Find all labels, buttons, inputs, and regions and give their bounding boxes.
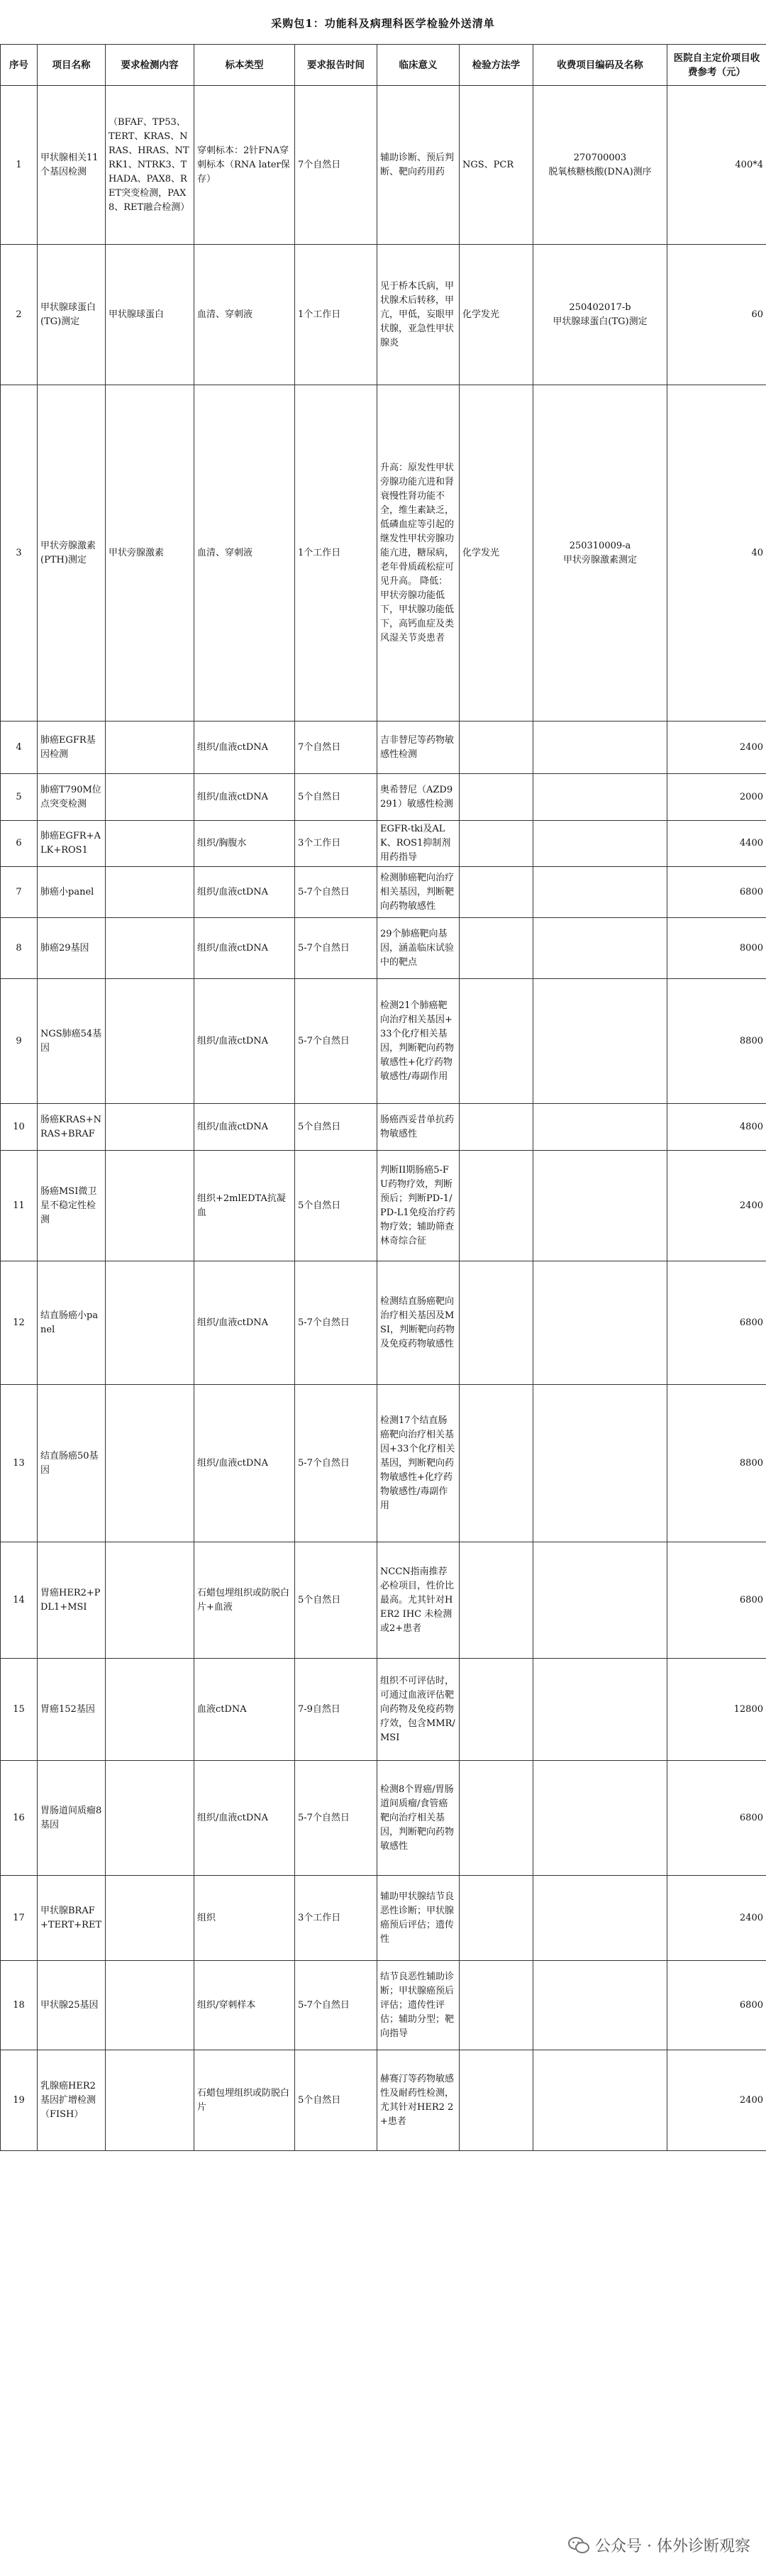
- cell-meaning: 检测17个结直肠癌靶向治疗相关基因+33个化疗相关基因，判断靶向药物敏感性+化疗药物敏感性/毒副作用: [377, 1385, 460, 1542]
- cell-meaning: EGFR-tki及ALK、ROS1抑制剂用药指导: [377, 821, 460, 867]
- cell-name: 胃癌152基因: [38, 1659, 106, 1761]
- cell-specimen: 石蜡包埋组织或防脱白片: [194, 2050, 295, 2151]
- cell-name: NGS肺癌54基因: [38, 979, 106, 1104]
- cell-fee: 40: [667, 385, 766, 722]
- cell-time: 5个自然日: [295, 1542, 377, 1659]
- cell-fee: 6800: [667, 1261, 766, 1385]
- cell-meaning: 辅助甲状腺结节良恶性诊断；甲状腺癌预后评估；遗传性: [377, 1876, 460, 1961]
- cell-content: 甲状旁腺激素: [106, 385, 194, 722]
- table-row: [1, 867, 766, 918]
- cell-meaning: 赫赛汀等药物敏感性及耐药性检测，尤其针对HER2 2+患者: [377, 2050, 460, 2151]
- cell-name: 乳腺癌HER2基因扩增检测（FISH）: [38, 2050, 106, 2151]
- cell-content: [106, 867, 194, 918]
- table-row: [1, 1876, 766, 1961]
- cell-fee: 8000: [667, 918, 766, 979]
- cell-method: [460, 821, 533, 867]
- cell-no: 1: [1, 86, 38, 245]
- page-title: 采购包1：功能科及病理科医学检验外送清单: [271, 17, 495, 30]
- cell-name: 甲状腺25基因: [38, 1961, 106, 2050]
- cell-method: [460, 1151, 533, 1261]
- cell-method: [460, 1261, 533, 1385]
- cell-code: [533, 722, 667, 774]
- cell-no: 6: [1, 821, 38, 867]
- table-row: [1, 1961, 766, 2050]
- cell-time: 1个工作日: [295, 245, 377, 385]
- watermark: [568, 2534, 750, 2556]
- outsourcing-table: [0, 44, 766, 2151]
- cell-no: 12: [1, 1261, 38, 1385]
- cell-code: [533, 774, 667, 821]
- cell-content: [106, 1385, 194, 1542]
- cell-fee: 6800: [667, 867, 766, 918]
- table-row: [1, 1542, 766, 1659]
- cell-specimen: 组织/穿刺样本: [194, 1961, 295, 2050]
- cell-specimen: 血清、穿刺液: [194, 385, 295, 722]
- cell-time: 5个自然日: [295, 774, 377, 821]
- cell-fee: 4400: [667, 821, 766, 867]
- cell-method: 化学发光: [460, 245, 533, 385]
- cell-no: 10: [1, 1104, 38, 1151]
- cell-specimen: 组织/血液ctDNA: [194, 979, 295, 1104]
- cell-content: [106, 918, 194, 979]
- cell-name: 肺癌29基因: [38, 918, 106, 979]
- table-row: [1, 1104, 766, 1151]
- cell-content: [106, 722, 194, 774]
- table-body: [1, 86, 766, 2151]
- table-row: [1, 1761, 766, 1876]
- cell-meaning: 检测肺癌靶向治疗相关基因，判断靶向药物敏感性: [377, 867, 460, 918]
- cell-no: 14: [1, 1542, 38, 1659]
- cell-specimen: 组织/血液ctDNA: [194, 867, 295, 918]
- cell-content: 甲状腺球蛋白: [106, 245, 194, 385]
- cell-meaning: NCCN指南推荐必检项目，性价比最高。尤其针对HER2 IHC 未检测或2+患者: [377, 1542, 460, 1659]
- cell-name: 肺癌EGFR+ALK+ROS1: [38, 821, 106, 867]
- table-row: [1, 245, 766, 385]
- cell-time: 7个自然日: [295, 86, 377, 245]
- cell-meaning: 29个肺癌靶向基因，涵盖临床试验中的靶点: [377, 918, 460, 979]
- cell-name: 肺癌T790M位点突变检测: [38, 774, 106, 821]
- cell-method: 化学发光: [460, 385, 533, 722]
- cell-time: 5-7个自然日: [295, 1761, 377, 1876]
- cell-fee: 2400: [667, 722, 766, 774]
- table-row: [1, 1659, 766, 1761]
- cell-no: 7: [1, 867, 38, 918]
- cell-code: [533, 1261, 667, 1385]
- cell-specimen: 组织/血液ctDNA: [194, 918, 295, 979]
- cell-name: 胃癌HER2+PDL1+MSI: [38, 1542, 106, 1659]
- cell-specimen: 石蜡包埋组织或防脱白片+血液: [194, 1542, 295, 1659]
- cell-method: NGS、PCR: [460, 86, 533, 245]
- header-no: 序号: [1, 45, 38, 86]
- cell-code: [533, 1659, 667, 1761]
- header-meaning: 临床意义: [377, 45, 460, 86]
- cell-content: [106, 774, 194, 821]
- cell-specimen: 组织+2mlEDTA抗凝血: [194, 1151, 295, 1261]
- cell-no: 4: [1, 722, 38, 774]
- cell-fee: 60: [667, 245, 766, 385]
- cell-content: （BFAF、TP53、TERT、KRAS、NRAS、HRAS、NTRK1、NTRK3、THADA、PAX8、RET突变检测，PAX8、RET融合检测）: [106, 86, 194, 245]
- cell-code: [533, 821, 667, 867]
- cell-time: 5个自然日: [295, 1151, 377, 1261]
- cell-code: [533, 2050, 667, 2151]
- cell-meaning: 肠癌西妥昔单抗药物敏感性: [377, 1104, 460, 1151]
- cell-specimen: 组织/血液ctDNA: [194, 1761, 295, 1876]
- cell-code: [533, 1151, 667, 1261]
- cell-code: [533, 1542, 667, 1659]
- cell-code: 270700003 脱氧核糖核酸(DNA)测序: [533, 86, 667, 245]
- cell-specimen: 组织/血液ctDNA: [194, 722, 295, 774]
- cell-name: 肠癌MSI微卫星不稳定性检测: [38, 1151, 106, 1261]
- cell-meaning: 结节良恶性辅助诊断；甲状腺癌预后评估；遗传性评估；辅助分型；靶向指导: [377, 1961, 460, 2050]
- header-code: 收费项目编码及名称: [533, 45, 667, 86]
- cell-specimen: 组织/血液ctDNA: [194, 1261, 295, 1385]
- cell-content: [106, 1542, 194, 1659]
- cell-fee: 2400: [667, 1151, 766, 1261]
- cell-time: 5个自然日: [295, 2050, 377, 2151]
- cell-meaning: 吉非替尼等药物敏感性检测: [377, 722, 460, 774]
- cell-code: [533, 1385, 667, 1542]
- cell-fee: 400*4: [667, 86, 766, 245]
- cell-method: [460, 1104, 533, 1151]
- cell-specimen: 组织/血液ctDNA: [194, 774, 295, 821]
- cell-name: 甲状旁腺激素(PTH)测定: [38, 385, 106, 722]
- cell-name: 结直肠癌50基因: [38, 1385, 106, 1542]
- cell-meaning: 见于桥本氏病，甲状腺术后转移，甲亢，甲低，妄眼甲状腺，亚急性甲状腺炎: [377, 245, 460, 385]
- cell-fee: 6800: [667, 1761, 766, 1876]
- cell-name: 肠癌KRAS+NRAS+BRAF: [38, 1104, 106, 1151]
- cell-content: [106, 1876, 194, 1961]
- cell-name: 肺癌EGFR基因检测: [38, 722, 106, 774]
- cell-time: 5-7个自然日: [295, 979, 377, 1104]
- cell-method: [460, 1659, 533, 1761]
- table-row: [1, 821, 766, 867]
- cell-content: [106, 2050, 194, 2151]
- cell-time: 5-7个自然日: [295, 918, 377, 979]
- table-row: [1, 2050, 766, 2151]
- cell-content: [106, 1104, 194, 1151]
- cell-time: 5-7个自然日: [295, 867, 377, 918]
- cell-code: [533, 1761, 667, 1876]
- cell-specimen: 组织: [194, 1876, 295, 1961]
- cell-content: [106, 821, 194, 867]
- cell-method: [460, 867, 533, 918]
- table-row: [1, 1151, 766, 1261]
- table-row: [1, 86, 766, 245]
- cell-code: 250310009-a 甲状旁腺激素测定: [533, 385, 667, 722]
- header-specimen: 标本类型: [194, 45, 295, 86]
- cell-method: [460, 979, 533, 1104]
- cell-no: 15: [1, 1659, 38, 1761]
- cell-fee: 4800: [667, 1104, 766, 1151]
- cell-method: [460, 1542, 533, 1659]
- cell-meaning: 升高：原发性甲状旁腺功能亢进和肾衰慢性肾功能不全，维生素缺乏，低磷血症等引起的继发性甲状旁腺功能亢进，糖尿病，老年骨质疏松症可见升高。 降低：甲状旁腺功能低下，甲状腺功能低下，高钙血症及类风湿关节炎患者: [377, 385, 460, 722]
- cell-name: 甲状腺球蛋白(TG)测定: [38, 245, 106, 385]
- cell-time: 7个自然日: [295, 722, 377, 774]
- cell-method: [460, 1761, 533, 1876]
- table-row: [1, 1385, 766, 1542]
- cell-meaning: 辅助诊断、预后判断、靶向药用药: [377, 86, 460, 245]
- cell-no: 11: [1, 1151, 38, 1261]
- cell-time: 1个工作日: [295, 385, 377, 722]
- cell-method: [460, 2050, 533, 2151]
- cell-fee: 6800: [667, 1961, 766, 2050]
- cell-code: [533, 918, 667, 979]
- cell-time: 5-7个自然日: [295, 1385, 377, 1542]
- table-row: [1, 774, 766, 821]
- cell-fee: 8800: [667, 979, 766, 1104]
- table-row: [1, 385, 766, 722]
- cell-code: 250402017-b 甲状腺球蛋白(TG)测定: [533, 245, 667, 385]
- cell-name: 甲状腺BRAF+TERT+RET: [38, 1876, 106, 1961]
- cell-name: 胃肠道间质瘤8基因: [38, 1761, 106, 1876]
- cell-content: [106, 1961, 194, 2050]
- cell-fee: 8800: [667, 1385, 766, 1542]
- cell-method: [460, 918, 533, 979]
- cell-content: [106, 1761, 194, 1876]
- cell-code: [533, 1876, 667, 1961]
- cell-meaning: 检测8个胃癌/胃肠道间质瘤/食管癌靶向治疗相关基因，判断靶向药物敏感性: [377, 1761, 460, 1876]
- cell-no: 18: [1, 1961, 38, 2050]
- cell-time: 3个工作日: [295, 821, 377, 867]
- cell-content: [106, 1261, 194, 1385]
- cell-content: [106, 1659, 194, 1761]
- cell-specimen: 组织/血液ctDNA: [194, 1385, 295, 1542]
- cell-name: 甲状腺相关11个基因检测: [38, 86, 106, 245]
- cell-specimen: 穿刺标本：2针FNA穿刺标本（RNA later保存）: [194, 86, 295, 245]
- cell-method: [460, 1876, 533, 1961]
- cell-meaning: 组织不可评估时，可通过血液评估靶向药物及免疫药物疗效，包含MMR/MSI: [377, 1659, 460, 1761]
- cell-time: 5-7个自然日: [295, 1261, 377, 1385]
- cell-time: 5-7个自然日: [295, 1961, 377, 2050]
- table-row: [1, 1261, 766, 1385]
- cell-no: 16: [1, 1761, 38, 1876]
- cell-no: 9: [1, 979, 38, 1104]
- header-fee: 医院自主定价项目收费参考（元）: [667, 45, 766, 86]
- cell-name: 结直肠癌小panel: [38, 1261, 106, 1385]
- cell-no: 3: [1, 385, 38, 722]
- cell-specimen: 血液ctDNA: [194, 1659, 295, 1761]
- header-method: 检验方法学: [460, 45, 533, 86]
- cell-time: 5个自然日: [295, 1104, 377, 1151]
- cell-fee: 2400: [667, 1876, 766, 1961]
- cell-specimen: 组织/胸腹水: [194, 821, 295, 867]
- cell-meaning: 判断II期肠癌5-FU药物疗效，判断预后；判断PD-1/PD-L1免疫治疗药物疗效；辅助筛查林奇综合征: [377, 1151, 460, 1261]
- cell-content: [106, 1151, 194, 1261]
- cell-name: 肺癌小panel: [38, 867, 106, 918]
- cell-no: 5: [1, 774, 38, 821]
- header-content: 要求检测内容: [106, 45, 194, 86]
- cell-code: [533, 979, 667, 1104]
- cell-method: [460, 1385, 533, 1542]
- cell-code: [533, 1961, 667, 2050]
- cell-meaning: 奥希替尼（AZD9291）敏感性检测: [377, 774, 460, 821]
- table-row: [1, 722, 766, 774]
- cell-no: 2: [1, 245, 38, 385]
- cell-specimen: 血清、穿刺液: [194, 245, 295, 385]
- cell-method: [460, 774, 533, 821]
- cell-content: [106, 979, 194, 1104]
- cell-no: 19: [1, 2050, 38, 2151]
- cell-time: 7-9自然日: [295, 1659, 377, 1761]
- cell-fee: 12800: [667, 1659, 766, 1761]
- cell-method: [460, 722, 533, 774]
- header-name: 项目名称: [38, 45, 106, 86]
- header-row: [1, 45, 766, 86]
- cell-meaning: 检测结直肠癌靶向治疗相关基因及MSI，判断靶向药物及免疫药物敏感性: [377, 1261, 460, 1385]
- table-row: [1, 979, 766, 1104]
- cell-no: 13: [1, 1385, 38, 1542]
- cell-specimen: 组织/血液ctDNA: [194, 1104, 295, 1151]
- table-row: [1, 918, 766, 979]
- cell-code: [533, 1104, 667, 1151]
- cell-fee: 6800: [667, 1542, 766, 1659]
- cell-no: 8: [1, 918, 38, 979]
- wechat-icon: [568, 2536, 589, 2555]
- cell-fee: 2400: [667, 2050, 766, 2151]
- watermark-text: 公众号 · 体外诊断观察: [595, 2538, 750, 2555]
- cell-fee: 2000: [667, 774, 766, 821]
- header-time: 要求报告时间: [295, 45, 377, 86]
- cell-time: 3个工作日: [295, 1876, 377, 1961]
- cell-code: [533, 867, 667, 918]
- cell-no: 17: [1, 1876, 38, 1961]
- cell-meaning: 检测21个肺癌靶向治疗相关基因+33个化疗相关基因，判断靶向药物敏感性+化疗药物敏感性/毒副作用: [377, 979, 460, 1104]
- cell-method: [460, 1961, 533, 2050]
